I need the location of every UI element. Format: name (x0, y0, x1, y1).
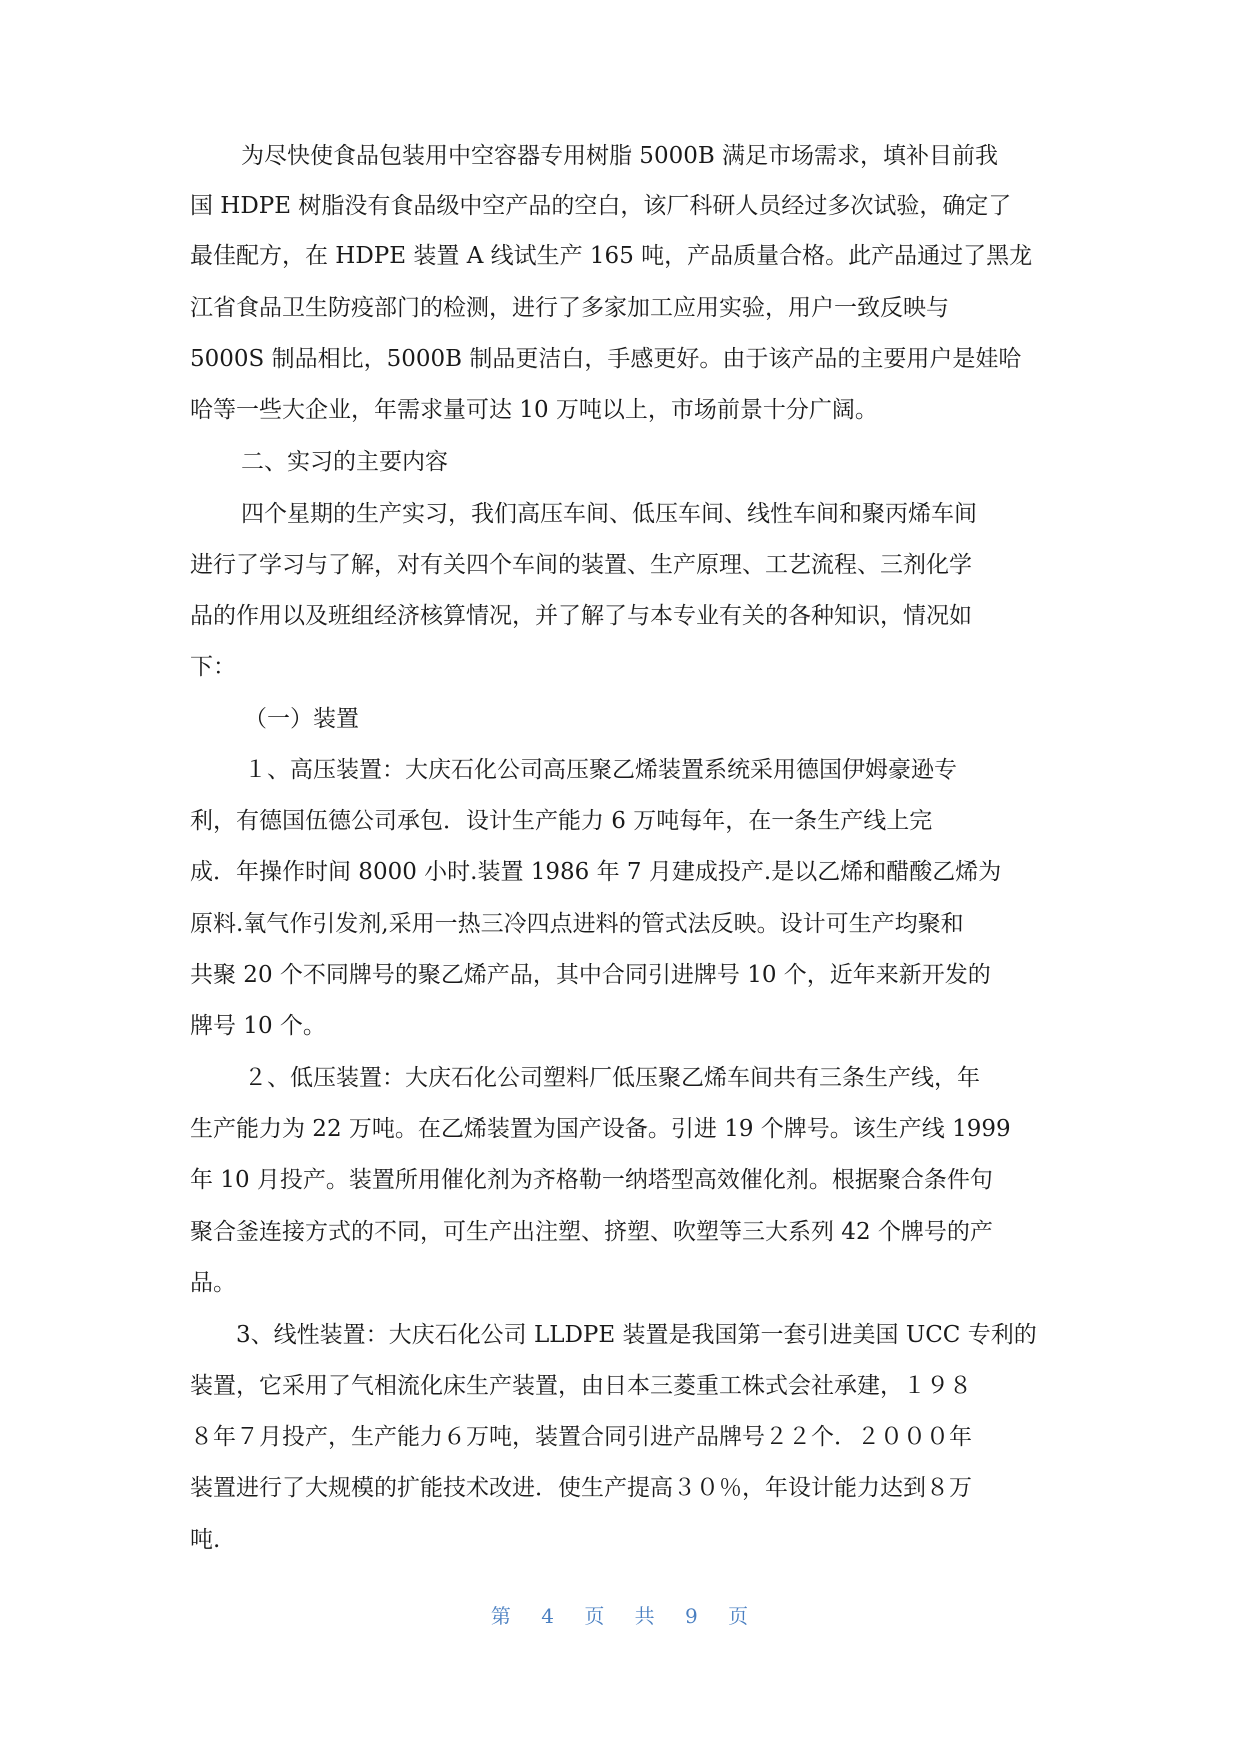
paragraph-line: ２、低压装置：大庆石化公司塑料厂低压聚乙烯车间共有三条生产线，年 (244, 1065, 980, 1091)
paragraph-line: 牌号 10 个。 (190, 1013, 326, 1039)
paragraph-line: 成．年操作时间 8000 小时.装置 1986 年 7 月建成投产.是以乙烯和醋酸乙烯为 (190, 859, 1002, 885)
paragraph-line: 年 10 月投产。装置所用催化剂为齐格勒一纳塔型高效催化剂。根据聚合条件句 (190, 1167, 993, 1193)
page-footer (0, 1600, 1241, 1629)
paragraph-line: 共聚 20 个不同牌号的聚乙烯产品，其中合同引进牌号 10 个，近年来新开发的 (190, 962, 991, 988)
paragraph-line: 生产能力为 22 万吨。在乙烯装置为国产设备。引进 19 个牌号。该生产线 1999 (190, 1116, 1011, 1142)
paragraph-line: １、高压装置：大庆石化公司高压聚乙烯装置系统采用德国伊姆豪逊专 (244, 757, 957, 783)
section-heading: 二、实习的主要内容 (241, 449, 448, 475)
paragraph-line: 哈等一些大企业，年需求量可达 10 万吨以上，市场前景十分广阔。 (190, 397, 878, 423)
footer-total-pages: 9 (685, 1604, 700, 1628)
paragraph-line: 装置进行了大规模的扩能技术改进．使生产提高３０％，年设计能力达到８万 (190, 1475, 972, 1501)
footer-current-page: 4 (541, 1604, 556, 1628)
paragraph-line: 最佳配方，在 HDPE 装置 A 线试生产 165 吨，产品质量合格。此产品通过了黑龙 (190, 243, 1033, 269)
paragraph-line: 品的作用以及班组经济核算情况，并了解了与本专业有关的各种知识，情况如 (190, 603, 972, 629)
paragraph-line: 下： (190, 654, 236, 680)
paragraph-line: 品。 (190, 1270, 236, 1296)
subsection-heading: （一）装置 (244, 706, 359, 732)
footer-di: 第 (490, 1604, 513, 1628)
paragraph-line: ８年７月投产，生产能力６万吨，装置合同引进产品牌号２２个．２０００年 (190, 1424, 972, 1450)
footer-gong: 共 (634, 1604, 657, 1628)
paragraph-line: 装置，它采用了气相流化床生产装置，由日本三菱重工株式会社承建，１９８ (190, 1373, 972, 1399)
paragraph-line: 聚合釜连接方式的不同，可生产出注塑、挤塑、吹塑等三大系列 42 个牌号的产 (190, 1219, 993, 1245)
paragraph-line: 吨. (190, 1527, 221, 1553)
paragraph-line: 国 HDPE 树脂没有食品级中空产品的空白，该厂科研人员经过多次试验，确定了 (190, 193, 1012, 219)
paragraph-line: 四个星期的生产实习，我们高压车间、低压车间、线性车间和聚丙烯车间 (241, 501, 977, 527)
paragraph-line: 为尽快使食品包装用中空容器专用树脂 5000B 满足市场需求，填补目前我 (241, 143, 999, 169)
paragraph-line: 5000S 制品相比，5000B 制品更洁白，手感更好。由于该产品的主要用户是娃哈 (190, 346, 1022, 372)
footer-ye2: 页 (728, 1604, 751, 1628)
paragraph-line: 进行了学习与了解，对有关四个车间的装置、生产原理、工艺流程、三剂化学 (190, 552, 972, 578)
paragraph-line: 利，有德国伍德公司承包．设计生产能力 6 万吨每年，在一条生产线上完 (190, 808, 933, 834)
paragraph-line: 3、线性装置：大庆石化公司 LLDPE 装置是我国第一套引进美国 UCC 专利的 (236, 1322, 1037, 1348)
footer-ye: 页 (584, 1604, 607, 1628)
paragraph-line: 江省食品卫生防疫部门的检测，进行了多家加工应用实验，用户一致反映与 (190, 295, 949, 321)
paragraph-line: 原料.氧气作引发剂,采用一热三冷四点进料的管式法反映。设计可生产均聚和 (190, 911, 964, 937)
